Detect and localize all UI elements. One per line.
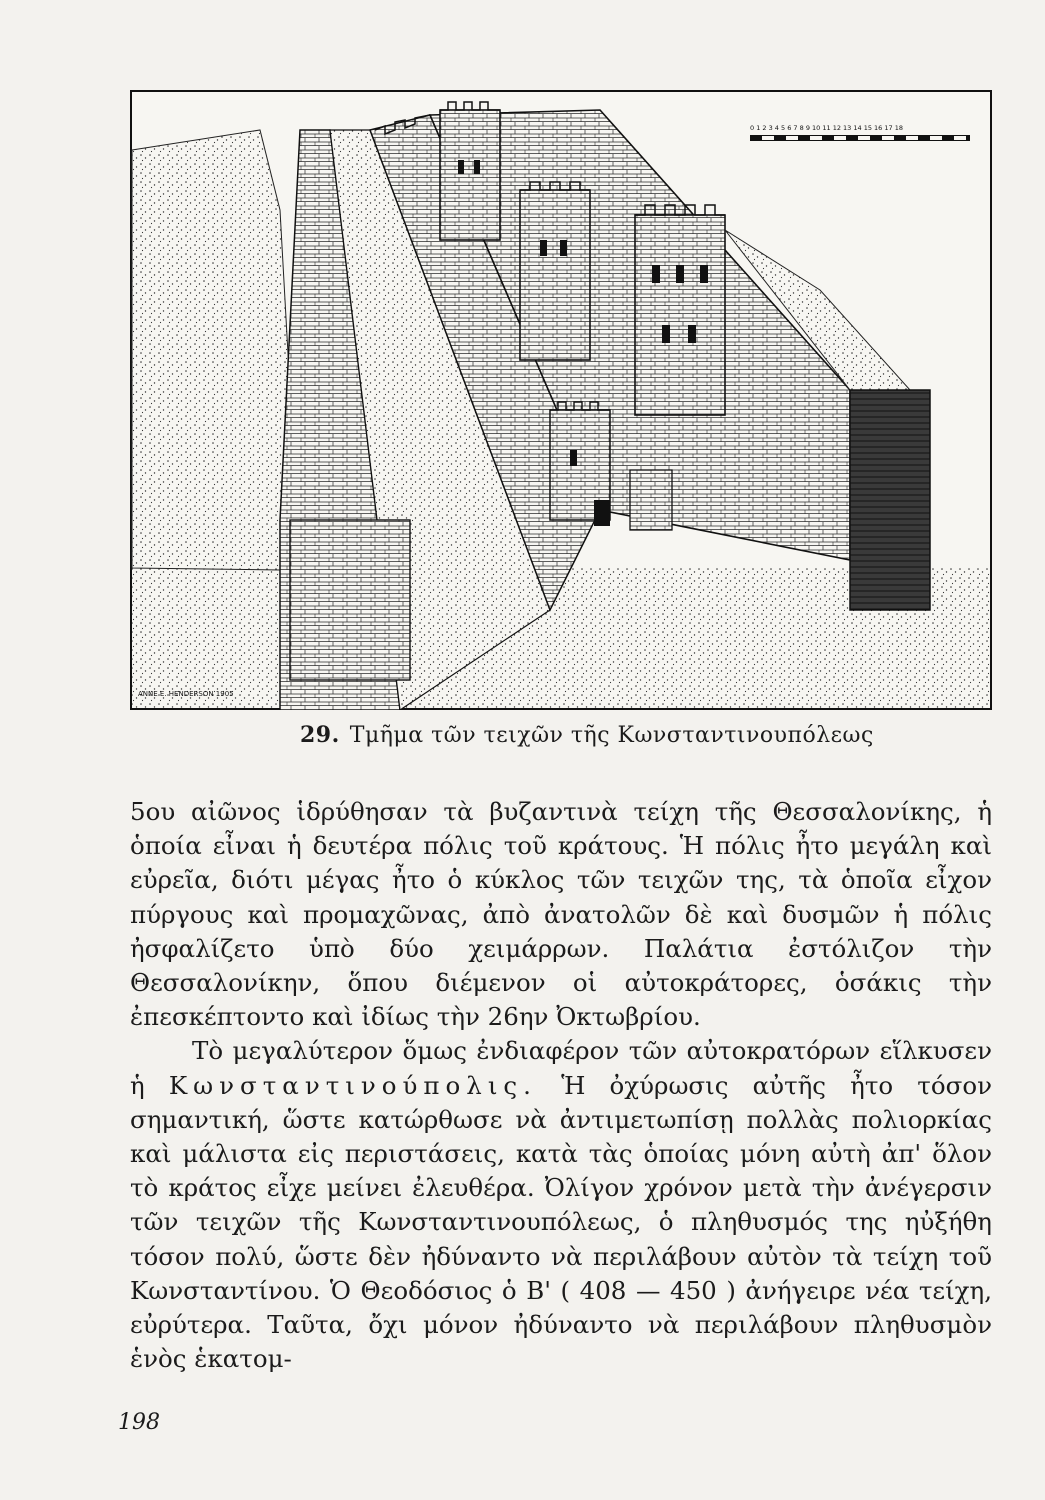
caption-text: Τμῆμα τῶν τειχῶν τῆς Κωνσταντινουπόλεως (349, 723, 874, 748)
spaced-city-name: Κωνσταντινούπολις. (168, 1070, 537, 1100)
caption-number: 29. (300, 722, 340, 748)
tower-1 (440, 110, 500, 240)
body-text (130, 795, 992, 1376)
paragraph-1: 5ου αἰῶνος ἱδρύθησαν τὰ βυζαντινὰ τείχη τῆς Θεσσαλονίκης, ἡ ὁποία εἶναι ἡ δευτέρα πόλις τοῦ κράτους. Ἡ πόλις ἦτο μεγάλη καὶ εὐρεῖα, διότι μέγας ἦτο ὁ κύκλος τῶν τειχῶν της, τὰ ὁποῖα εἶχον πύργους καὶ προμαχῶνας, ἀπὸ ἀνατολῶν δὲ καὶ δυσμῶν ἡ πόλις ἠσφαλίζετο ὑπὸ δύο χειμάρρων. Παλάτια ἐστόλιζον τὴν Θεσσαλονίκην, ὅπου διέμενον οἱ αὐτοκράτορες, ὁσάκις τὴν ἐπεσκέπτοντο καὶ ἰδίως τὴν 26ην Ὀκτωβρίου. (130, 797, 992, 1032)
scale-label: 0 1 2 3 4 5 6 7 8 9 10 11 12 13 14 15 16 17 18 (750, 124, 903, 132)
tower-2 (520, 190, 590, 360)
moat-retaining-block (290, 520, 410, 680)
walls-illustration (130, 90, 992, 710)
rubble-hill (132, 130, 290, 570)
paragraph-2 (130, 1034, 992, 1376)
artist-signature: ANNE E. HENDERSON 1905 (138, 690, 234, 698)
paragraph-2-start: Τὸ μεγαλύτερον ὅμως ἐνδιαφέρον τῶν αὐτοκρατόρων εἵλκυσεν ἡ (130, 1036, 992, 1100)
page-number: 198 (118, 1410, 160, 1435)
tower-3 (635, 215, 725, 415)
figure-caption (300, 722, 900, 748)
wall-section-cut (850, 390, 930, 610)
paragraph-2-rest: Ἡ ὀχύρωσις αὐτῆς ἦτο τόσον σημαντική, ὥστε κατώρθωσε νὰ ἀντιμετωπίσῃ πολλὰς πολιορκίας καὶ μάλιστα εἰς περιστάσεις, κατὰ τὰς ὁποίας μόνη αὐτὴ ἀπ' ὅλον τὸ κράτος εἶχε μείνει ἐλευθέρα. Ὀλίγον χρόνον μετὰ τὴν ἀνέγερσιν τῶν τειχῶν τῆς Κωνσταντινουπόλεως, ὁ πληθυσμός της ηὐξήθη τόσον πολύ, ὥστε δὲν ἠδύναντο νὰ περιλάβουν αὐτὸν τὰ τείχη τοῦ Κωνσταντίνου. Ὁ Θεοδόσιος ὁ Β' ( 408 — 450 ) ἀνήγειρε νέα τείχη, εὐρύτερα. Ταῦτα, ὄχι μόνον ἠδύναντο νὰ περιλάβουν πληθυσμὸν ἑνὸς ἑκατομ- (130, 1070, 992, 1374)
